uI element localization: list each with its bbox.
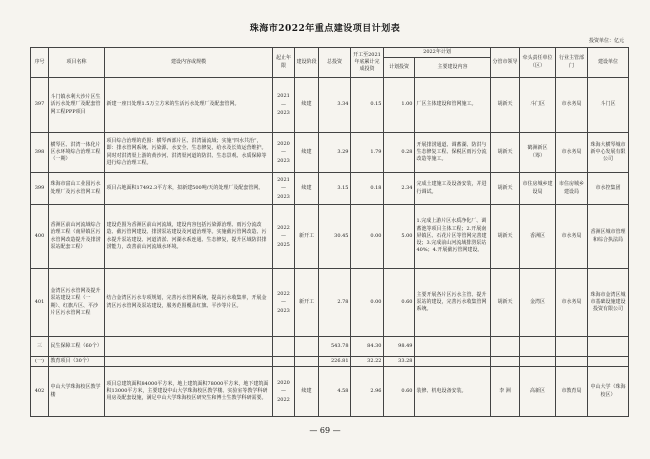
cell-cumulative: 0.00 <box>351 269 384 337</box>
header-plan-invest: 计划投资 <box>384 58 415 78</box>
cell-leader: 胡新天 <box>491 173 520 205</box>
cell-leader: 胡新天 <box>491 205 520 269</box>
subtotal-cumulative: 32.22 <box>351 357 384 367</box>
cell-content: 新建一座日处理1.5万立方米的生活污水处理厂及配套管网。 <box>105 78 273 133</box>
cell-content: 项目综合治理的范围：横琴西部片区、洪湾涌流域；实施“四水共治”，即：排水管网系统、污染源、水安全、生态修复、给水及长效运营维护。同时对洪湾渠上游的黄沙河、洪湾渠河道的防洪、生态景观、水质保障等进行综合治理工程。 <box>105 133 273 173</box>
table-row <box>31 173 629 205</box>
subtotal-row <box>31 357 629 367</box>
header-stage: 建设阶段 <box>295 48 319 78</box>
subtotal-cumulative: 84.30 <box>351 337 384 357</box>
cell-seq: 400 <box>31 205 49 269</box>
header-seq: 序号 <box>31 48 49 78</box>
cell-plan: 0.28 <box>384 133 415 173</box>
cell-name: 珠海市富山工业园污水处理厂及污水管网工程 <box>49 173 105 205</box>
cell-stage: 新开工 <box>295 269 319 337</box>
header-leader: 分管市领导 <box>491 48 520 78</box>
cell-seq: 402 <box>31 367 49 417</box>
cell-leader: 李 洲 <box>491 367 520 417</box>
cell-builder: 市水控集团 <box>588 173 629 205</box>
cell-cumulative: 0.15 <box>351 78 384 133</box>
cell-plan-content: 完成土建施工及设备安装，并进行调试。 <box>415 173 491 205</box>
cell-leader: 胡新天 <box>491 78 520 133</box>
cell-stage: 续建 <box>295 367 319 417</box>
cell-dept: 市水务局 <box>556 78 588 133</box>
cell-owner: 市住房城乡建设局 <box>520 173 556 205</box>
subtotal-seq: 三 <box>31 337 49 357</box>
cell-seq: 401 <box>31 269 49 337</box>
cell-name: 中山大学珠海校区教学楼 <box>49 367 105 417</box>
cell-total: 3.15 <box>319 173 351 205</box>
cell-years: 2021 — 2023 <box>273 173 295 205</box>
subtotal-total: 543.78 <box>319 337 351 357</box>
unit-label: 投资单位：亿元 <box>588 38 624 44</box>
cell-total: 30.45 <box>319 205 351 269</box>
cell-builder: 珠海市金湾区城市基础设施建设投资有限公司 <box>588 269 629 337</box>
cell-stage: 新开工 <box>295 205 319 269</box>
cell-dept: 市住房城乡建设局 <box>556 173 588 205</box>
header-owner-unit: 牵头责任单位（区） <box>520 48 556 78</box>
cell-content: 建设范围为香洲区前山河流域，建设内容包括污染源治理、雨污分流改造、截污管网建设、排涝泵站建设及河道治理等。实施截污管网改造、污水提升泵站建设、河道清淤、河湖水系连通、生态修复，提升区域防洪排涝能力，改善前山河流域水环境。 <box>105 205 273 269</box>
cell-owner: 香洲区 <box>520 205 556 269</box>
cell-seq: 398 <box>31 133 49 173</box>
page-number: — 69 — <box>309 426 341 435</box>
cell-total: 2.78 <box>319 269 351 337</box>
cell-plan-content: 1.完成上游片区水质净化厂、调蓄池等项目主体工程；2.开展南屏镇区、石花片区等管网完善建设；3.完成前山河流域排涝泵站40%；4.开展截污管网建设。 <box>415 205 491 269</box>
cell-cumulative: 0.00 <box>351 205 384 269</box>
subtotal-plan: 33.28 <box>384 357 415 367</box>
cell-plan: 0.60 <box>384 269 415 337</box>
cell-content: 结合金湾区污水专项规划，完善污水管网系统，提高污水收集率，开展金湾区污水管网及泵站建设，服务范围覆盖红旗、平沙等片区。 <box>105 269 273 337</box>
cell-plan-content: 开展排涝通道、调蓄湖、防洪与生态修复工程、保税区雨污分流改造等施工。 <box>415 133 491 173</box>
cell-owner: 鹤洲新区（筹） <box>520 133 556 173</box>
cell-years: 2021 — 2023 <box>273 78 295 133</box>
cell-owner: 高新区 <box>520 367 556 417</box>
cell-content: 项目占地面积17492.3平方米，拟新建500吨/天的处理厂及配套管网。 <box>105 173 273 205</box>
cell-stage: 续建 <box>295 173 319 205</box>
cell-cumulative: 2.96 <box>351 367 384 417</box>
table-row <box>31 367 629 417</box>
cell-leader: 胡新天 <box>491 269 520 337</box>
cell-dept: 市教育局 <box>556 367 588 417</box>
cell-name: 斗门镇水利大沙片区生活污水处理厂及配套管网工程PPP项目 <box>49 78 105 133</box>
header-content: 建设内容或规模 <box>105 48 273 78</box>
cell-owner: 金湾区 <box>520 269 556 337</box>
cell-total: 3.29 <box>319 133 351 173</box>
cell-leader: 胡新天 <box>491 133 520 173</box>
cell-builder: 中山大学（珠海校区） <box>588 367 629 417</box>
cell-dept: 市水务局 <box>556 205 588 269</box>
cell-plan: 5.00 <box>384 205 415 269</box>
subtotal-name: 教育项目（30个） <box>49 357 105 367</box>
subtotal-row <box>31 337 629 357</box>
subtotal-total: 226.81 <box>319 357 351 367</box>
subtotal-plan: 98.49 <box>384 337 415 357</box>
cell-name: 横琴区、洪湾一体化片区水环境综合治理工程（一期） <box>49 133 105 173</box>
table-row <box>31 269 629 337</box>
page-title: 珠海市2022年重点建设项目计划表 <box>249 24 401 34</box>
project-table <box>30 47 629 417</box>
subtotal-seq: (一) <box>31 357 49 367</box>
cell-years: 2020 — 2022 <box>273 367 295 417</box>
table-row <box>31 133 629 173</box>
cell-stage: 续建 <box>295 133 319 173</box>
header-builder: 建设单位 <box>588 48 629 78</box>
cell-builder: 珠海大横琴城市新中心发展有限公司 <box>588 133 629 173</box>
cell-years: 2022 — 2023 <box>273 269 295 337</box>
cell-total: 3.34 <box>319 78 351 133</box>
header-name: 项目名称 <box>49 48 105 78</box>
cell-seq: 399 <box>31 173 49 205</box>
cell-years: 2020 — 2023 <box>273 133 295 173</box>
header-plan-content: 主要建设内容 <box>415 58 491 78</box>
cell-plan: 2.34 <box>384 173 415 205</box>
header-cumulative: 开工至2021年底累计完成投资 <box>351 48 384 78</box>
header-years: 起止年限 <box>273 48 295 78</box>
cell-builder: 香洲区城市管理和综合执法局 <box>588 205 629 269</box>
header-plan-2022: 2022年计划 <box>384 48 491 58</box>
cell-seq: 397 <box>31 78 49 133</box>
table-row <box>31 205 629 269</box>
cell-years: 2022 — 2025 <box>273 205 295 269</box>
cell-owner: 斗门区 <box>520 78 556 133</box>
cell-name: 香洲区前山河流域综合治理工程（南屏镇区污水管网改造提升及排涝泵站配套工程） <box>49 205 105 269</box>
cell-content: 项目总建筑面积84000平方米，地上建筑面积78000平方米，地下建筑面积13000平方米，主要建设中山大学珠海校区教学楼、实验室等教学科研用房及配套设施，满足中山大学珠海校区研究生和博士生教学科研需要。 <box>105 367 273 417</box>
cell-plan-content: 厂区主体建设和管网施工。 <box>415 78 491 133</box>
cell-builder: 斗门区 <box>588 78 629 133</box>
header-total: 总投资 <box>319 48 351 78</box>
cell-plan: 0.60 <box>384 367 415 417</box>
cell-plan-content: 装修、机电设备安装。 <box>415 367 491 417</box>
cell-plan: 1.00 <box>384 78 415 133</box>
cell-stage: 续建 <box>295 78 319 133</box>
cell-dept: 市水务局 <box>556 269 588 337</box>
header-dept: 行业主管部门 <box>556 48 588 78</box>
subtotal-name: 民生保障工程（60个） <box>49 337 105 357</box>
cell-plan-content: 主要开展各片区污水主管、提升泵站的建设，完善污水收集管网系统。 <box>415 269 491 337</box>
cell-cumulative: 0.18 <box>351 173 384 205</box>
table-row <box>31 78 629 133</box>
cell-cumulative: 1.79 <box>351 133 384 173</box>
cell-total: 4.58 <box>319 367 351 417</box>
cell-name: 金湾区污水管网及提升泵站建设工程（一期）、红旗片区、平沙片区污水管网工程 <box>49 269 105 337</box>
cell-dept: 市水务局 <box>556 133 588 173</box>
